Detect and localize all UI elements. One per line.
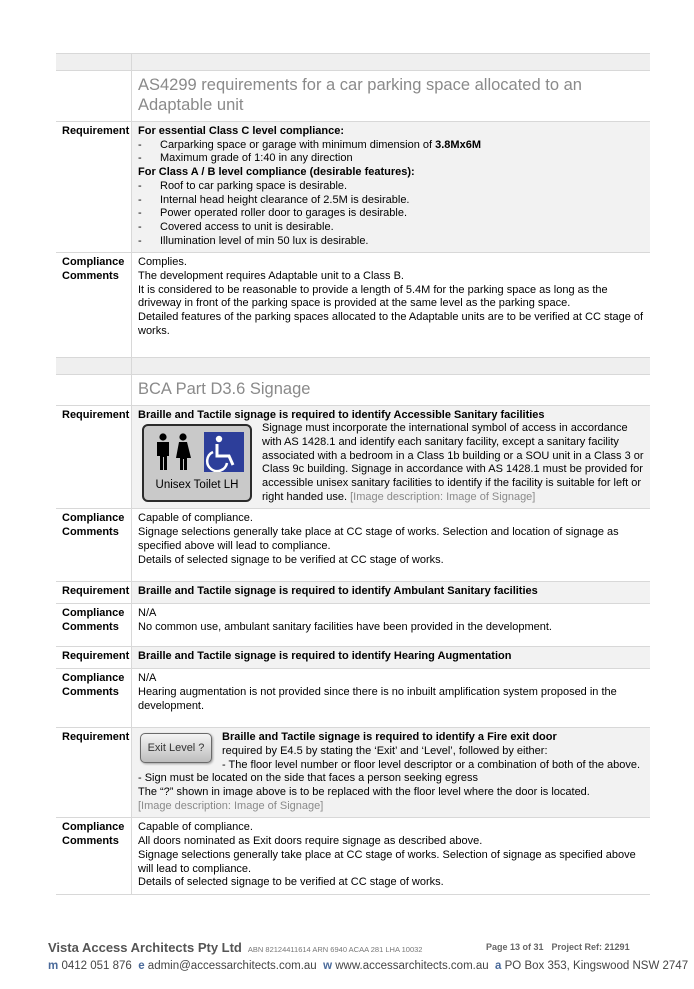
section-heading: AS4299 requirements for a car parking space allocated to an Adaptable unit bbox=[132, 71, 651, 122]
requirement-label: Requirement bbox=[56, 582, 132, 604]
compliance-label: Compliance Comments bbox=[56, 509, 132, 582]
requirement-label: Requirement bbox=[56, 647, 132, 669]
spacer-row bbox=[56, 357, 650, 374]
email-link[interactable]: admin@accessarchitects.com.au bbox=[147, 960, 317, 972]
requirement-row bbox=[56, 582, 650, 604]
compliance-content: N/A No common use, ambulant sanitary facilities have been provided in the development. bbox=[132, 603, 651, 646]
image-description: [Image description: Image of Signage] bbox=[138, 799, 324, 812]
exit-level-sign-image: Exit Level ? bbox=[140, 733, 212, 763]
requirement-content bbox=[132, 122, 651, 253]
requirement-row bbox=[56, 647, 650, 669]
compliance-row bbox=[56, 669, 650, 728]
requirement-row bbox=[56, 122, 650, 253]
requirement-title: Braille and Tactile signage is required to identify a Fire exit door bbox=[222, 731, 557, 744]
page-number: Page 13 of 31 bbox=[486, 942, 544, 952]
compliance-content: Capable of compliance. All doors nominated as Exit doors require signage as described above. Signage selections generally take place at CC stage of works. Selection of signage as specified above will lead to compliance. Details of selected signage to be verified at CC stage of works. bbox=[132, 818, 651, 895]
spacer-row bbox=[56, 54, 650, 71]
class-ab-title: For Class A / B level compliance (desirable features): bbox=[138, 166, 415, 179]
compliance-content: Capable of compliance. Signage selections generally take place at CC stage of works. Selection and location of signage as specified above will lead to compliance. Details of selected signage to be verified at CC stage of works. bbox=[132, 509, 651, 582]
page-footer bbox=[48, 940, 689, 972]
sign-label: Unisex Toilet LH bbox=[155, 478, 239, 491]
postal-address: PO Box 353, Kingswood NSW 2747 bbox=[504, 960, 689, 972]
requirement-title: Braille and Tactile signage is required to identify Accessible Sanitary facilities bbox=[138, 408, 545, 421]
requirement-row bbox=[56, 728, 650, 818]
compliance-content: N/A Hearing augmentation is not provided since there is no inbuilt amplification system proposed in the development. bbox=[132, 669, 651, 728]
unisex-accessible-icon bbox=[152, 432, 246, 472]
website-link[interactable]: www.accessarchitects.com.au bbox=[335, 960, 489, 972]
requirement-row bbox=[56, 405, 650, 509]
list-item: - Maximum grade of 1:40 in any direction bbox=[138, 152, 353, 165]
compliance-row bbox=[56, 253, 650, 357]
compliance-label: Compliance Comments bbox=[56, 818, 132, 895]
compliance-row bbox=[56, 509, 650, 582]
requirement-content: Exit Level ? Braille and Tactile signage is required to identify a Fire exit door required by E4.5 by stating the ‘Exit’ and ‘Level’, followed by either: - The floor level number or floor level descriptor or a combination of both of the above. - Sign must be located on the side that faces a person seeking egress The “?” shown in image above is to be replaced with the floor level where the door is located. [Image description: Image of Signage] bbox=[132, 728, 651, 818]
compliance-label: Compliance Comments bbox=[56, 603, 132, 646]
requirement-content bbox=[132, 405, 651, 509]
registration-numbers: ABN 82124411614 ARN 6940 ACAA 281 LHA 10032 bbox=[247, 945, 423, 954]
compliance-label: Compliance Comments bbox=[56, 669, 132, 728]
section-heading-row bbox=[56, 71, 650, 122]
requirement-label: Requirement bbox=[56, 728, 132, 818]
list-item: - Power operated roller door to garages is desirable. bbox=[138, 207, 408, 220]
list-item: - Roof to car parking space is desirable. bbox=[138, 179, 348, 192]
list-item: - Carparking space or garage with minimum dimension of 3.8Mx6M bbox=[138, 138, 481, 151]
contact-line: m 0412 051 876 e admin@accessarchitects.com.au w www.accessarchitects.com.au a PO Box 353, Kingswood NSW 2747 bbox=[48, 960, 689, 972]
list-item: - Illumination level of min 50 lux is desirable. bbox=[138, 234, 369, 247]
project-ref: Project Ref: 21291 bbox=[551, 942, 630, 952]
list-item: - Internal head height clearance of 2.5M is desirable. bbox=[138, 193, 410, 206]
compliance-row bbox=[56, 603, 650, 646]
image-description: [Image description: Image of Signage] bbox=[350, 490, 536, 503]
list-item: - Covered access to unit is desirable. bbox=[138, 220, 334, 233]
class-c-title: For essential Class C level compliance: bbox=[138, 125, 345, 137]
compliance-row bbox=[56, 818, 650, 895]
company-name: Vista Access Architects Pty Ltd bbox=[48, 940, 242, 955]
requirements-table bbox=[56, 53, 650, 895]
section-heading: BCA Part D3.6 Signage bbox=[132, 374, 651, 405]
mobile-number: 0412 051 876 bbox=[61, 960, 132, 972]
requirement-label: Requirement bbox=[56, 405, 132, 509]
compliance-content: Complies. The development requires Adaptable unit to a Class B. It is considered to be reasonable to provide a length of 5.4M for the parking space as long as the driveway in front of the parking space is provided at the same level as the parking space. Detailed features of the parking spaces allocated to the Adaptable units are to be verified at CC stage of works. bbox=[132, 253, 651, 357]
section-heading-row bbox=[56, 374, 650, 405]
unisex-toilet-sign-image bbox=[142, 424, 252, 502]
requirement-title: Braille and Tactile signage is required to identify Ambulant Sanitary facilities bbox=[132, 582, 651, 604]
requirement-label: Requirement bbox=[56, 122, 132, 253]
compliance-label: Compliance Comments bbox=[56, 253, 132, 357]
requirement-body: Signage must incorporate the international symbol of access in accordance with AS 1428.1 and identify each sanitary facility, except a sanitary facility associated with a bedroom in a Class 1b building or a SOU unit in a Class 3 or Class 9c building. Signage in accordance with AS 1428.1 must be provided for accessible unisex sanitary facilities to identify if the facility is suitable for left or right handed use. [Image description: Image of Signage] bbox=[262, 422, 644, 503]
requirement-title: Braille and Tactile signage is required to identify Hearing Augmentation bbox=[132, 647, 651, 669]
